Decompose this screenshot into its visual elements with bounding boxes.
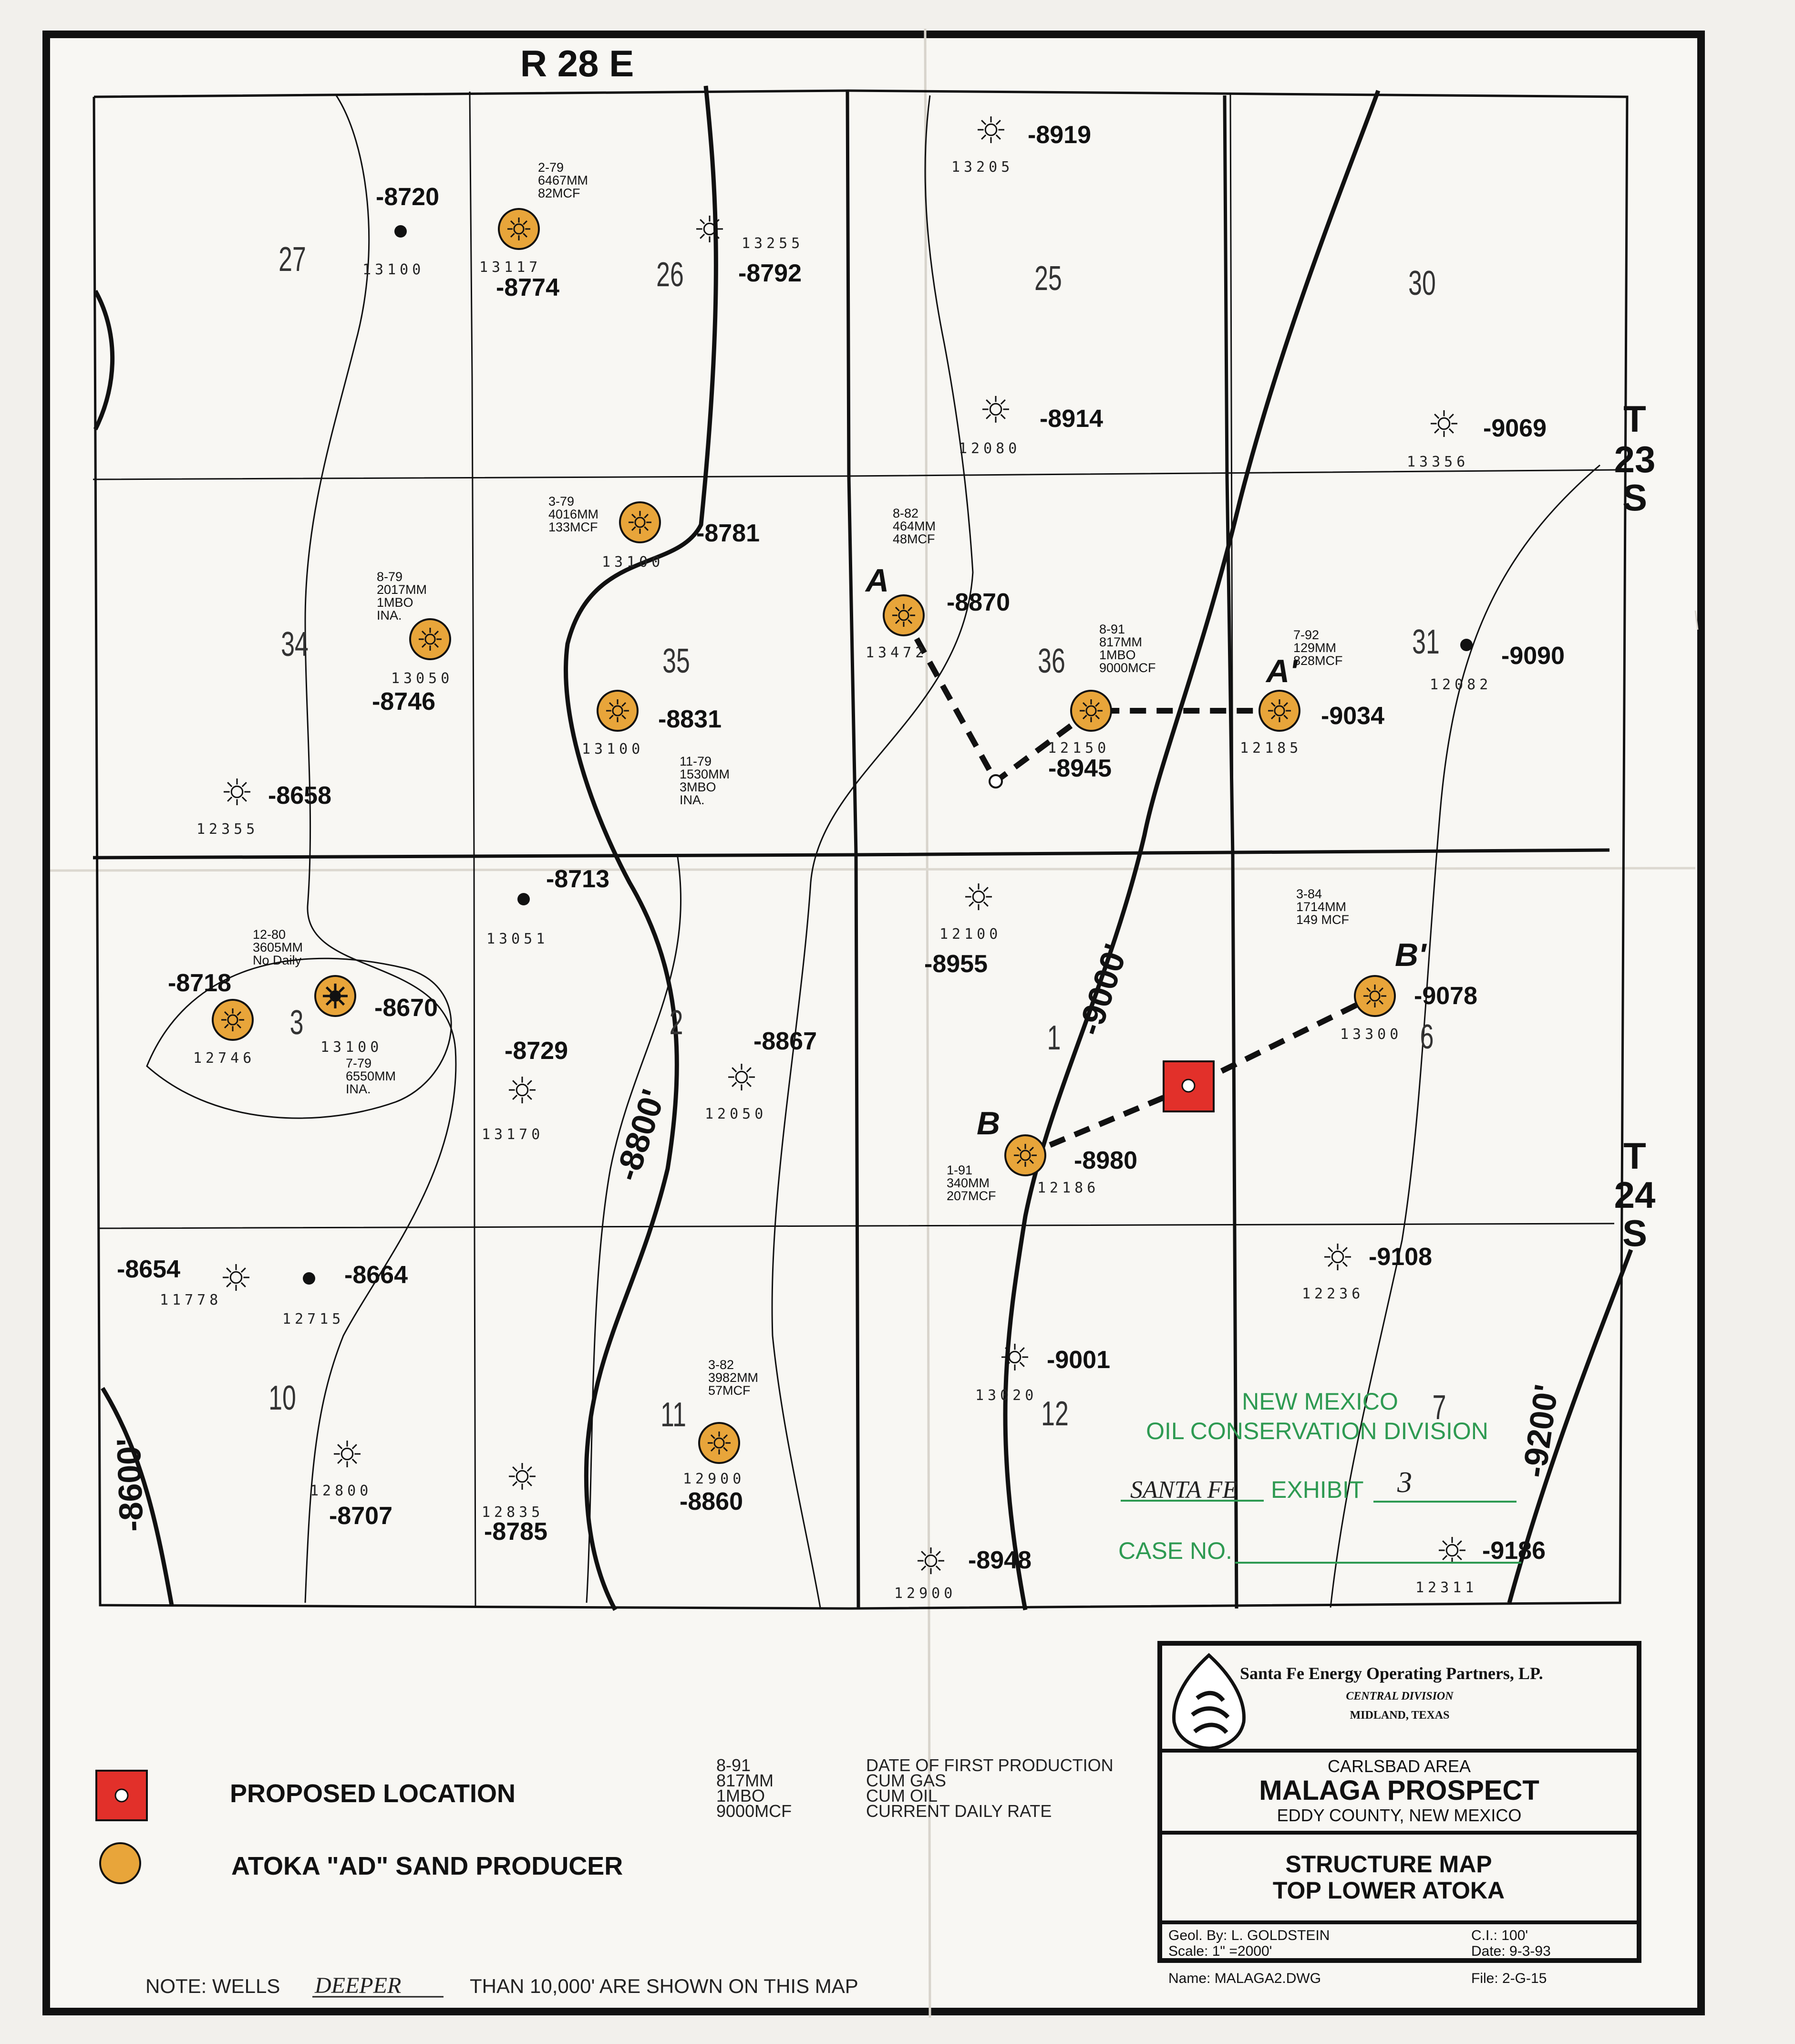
well-depth: -9001 — [1047, 1346, 1110, 1374]
well-depth: -8914 — [1040, 405, 1103, 433]
well-number: 12715 — [282, 1311, 345, 1328]
producer-well-icon — [410, 619, 450, 659]
section-number: 35 — [662, 642, 690, 681]
map-note — [145, 1973, 858, 1998]
legend-producer-label: ATOKA "AD" SAND PRODUCER — [231, 1852, 623, 1880]
legend-producer-swatch — [100, 1843, 140, 1883]
note-handwritten: DEEPER — [315, 1973, 402, 1998]
prospect-name: MALAGA PROSPECT — [1259, 1775, 1539, 1806]
well-production-note: 340MM — [947, 1176, 990, 1190]
well-depth: -8658 — [268, 782, 331, 809]
well-number: 12080 — [959, 440, 1021, 457]
well-number: 12150 — [1048, 740, 1110, 757]
producer-well-icon — [499, 209, 539, 249]
well-number: 13051 — [486, 931, 549, 947]
well-production-note: 6467MM — [538, 173, 588, 187]
well-production-note: 3-79 — [548, 494, 575, 508]
well-production-note: INA. — [346, 1082, 371, 1096]
label-a: A — [866, 562, 889, 599]
label-b-prime: B' — [1395, 937, 1426, 973]
well-depth: -8870 — [947, 589, 1010, 616]
well-depth: -8792 — [738, 259, 802, 287]
well-number: 13356 — [1407, 454, 1469, 470]
well-depth: -9108 — [1369, 1243, 1432, 1271]
well-production-note: 1-91 — [947, 1163, 973, 1177]
section-number: 11 — [660, 1395, 686, 1434]
map-title-1: STRUCTURE MAP — [1285, 1851, 1492, 1878]
producer-well-icon — [620, 502, 660, 542]
well-number: 12050 — [705, 1106, 767, 1122]
section-number: 3 — [289, 1003, 304, 1042]
well-number: 12800 — [310, 1483, 372, 1499]
legend-proposed-label: PROPOSED LOCATION — [230, 1779, 516, 1808]
well-number: 13170 — [482, 1126, 544, 1143]
stamp-line1: NEW MEXICO — [1242, 1388, 1398, 1415]
well-number: 12082 — [1430, 676, 1492, 693]
well-production-note: 133MCF — [548, 520, 598, 534]
well-production-note: 9000MCF — [1099, 661, 1156, 675]
well-production-note: 1MBO — [377, 595, 413, 610]
map-scale: Scale: 1" =2000' — [1168, 1943, 1272, 1959]
well-number: 13472 — [866, 644, 928, 661]
producer-well-icon — [884, 595, 924, 635]
well-depth: -8860 — [680, 1488, 743, 1515]
range-label: R 28 E — [520, 42, 634, 84]
map-date: Date: 9-3-93 — [1471, 1943, 1551, 1959]
well-depth: -8746 — [372, 688, 435, 716]
well-number: 13300 — [1340, 1026, 1403, 1043]
well-dot-icon — [394, 225, 407, 238]
producer-well-icon — [315, 976, 355, 1016]
map-title-2: TOP LOWER ATOKA — [1272, 1877, 1505, 1904]
well-production-note: No Daily — [253, 953, 302, 967]
well-number: 13100 — [320, 1039, 383, 1056]
well-depth: -9186 — [1482, 1537, 1546, 1565]
well-production-note: 12-80 — [253, 927, 286, 942]
section-number: 30 — [1408, 264, 1436, 303]
legend-key-value: 9000MCF — [716, 1801, 792, 1821]
section-number: 27 — [279, 240, 306, 279]
well-production-note: 207MCF — [947, 1189, 996, 1203]
well-depth: -8867 — [753, 1027, 817, 1055]
well-depth: -8713 — [546, 865, 609, 893]
section-number: 1 — [1047, 1018, 1061, 1058]
geologist: Geol. By: L. GOLDSTEIN — [1168, 1928, 1330, 1943]
section-number: 34 — [281, 625, 309, 664]
producer-well-icon — [1005, 1135, 1045, 1175]
well-production-note: 11-79 — [680, 754, 712, 768]
company-city: MIDLAND, TEXAS — [1350, 1709, 1450, 1722]
township-number: 23 — [1614, 438, 1656, 480]
contour-label-8800: -8800' — [608, 1085, 672, 1185]
well-depth: -8774 — [496, 274, 559, 301]
well-depth: -8670 — [374, 994, 438, 1022]
well-depth: -8948 — [968, 1546, 1032, 1574]
well-production-note: 6550MM — [346, 1069, 396, 1083]
legend-proposed-dot — [115, 1789, 128, 1802]
well-depth: -9090 — [1501, 642, 1565, 670]
well-depth: -8720 — [376, 183, 439, 211]
well-production-note: 3MBO — [680, 780, 716, 794]
well-number: 12100 — [939, 926, 1002, 943]
well-number: 13117 — [479, 259, 542, 276]
stamp-case-label: CASE NO. — [1118, 1537, 1232, 1564]
section-number: 31 — [1412, 623, 1440, 662]
legend-key-value: 8-91 — [716, 1755, 751, 1775]
section-number: 2 — [669, 1003, 683, 1042]
well-number: 13205 — [951, 159, 1014, 176]
well-number: 12900 — [894, 1585, 957, 1602]
well-number: 13255 — [742, 235, 804, 252]
contour-label-9000: -9000' — [1071, 939, 1135, 1040]
note-suffix: THAN 10,000' ARE SHOWN ON THIS MAP — [470, 1975, 858, 1997]
producer-well-icon — [1071, 691, 1111, 731]
section-number: 25 — [1034, 259, 1062, 298]
section-number: 7 — [1432, 1388, 1446, 1427]
township-t: T — [1623, 398, 1646, 440]
well-dot-icon — [517, 893, 530, 905]
legend-key-label: CUM GAS — [866, 1771, 947, 1790]
well-production-note: 48MCF — [893, 532, 935, 546]
company-name: Santa Fe Energy Operating Partners, LP. — [1240, 1664, 1543, 1683]
well-production-note: 3982MM — [708, 1370, 759, 1385]
legend-key-value: 1MBO — [716, 1786, 765, 1805]
well-depth: -8785 — [484, 1518, 547, 1546]
well-production-note: 1714MM — [1296, 900, 1347, 914]
label-b: B — [977, 1105, 1001, 1141]
well-production-note: 828MCF — [1293, 654, 1343, 668]
well-depth: -8831 — [658, 706, 722, 733]
well-depth: -8781 — [696, 519, 760, 547]
well-number: 12746 — [193, 1050, 256, 1067]
file-name: Name: MALAGA2.DWG — [1168, 1971, 1321, 1986]
well-production-note: 149 MCF — [1296, 913, 1350, 927]
section-number: 10 — [268, 1379, 296, 1418]
contour-interval: C.I.: 100' — [1471, 1928, 1528, 1943]
township-s: S — [1622, 1212, 1648, 1254]
well-number: 12311 — [1415, 1579, 1478, 1596]
file-number: File: 2-G-15 — [1471, 1971, 1547, 1986]
well-number: 12900 — [683, 1471, 745, 1487]
legend-key-label: DATE OF FIRST PRODUCTION — [866, 1755, 1114, 1775]
well-number: 12355 — [196, 821, 259, 838]
stamp-exhibit-label: EXHIBIT — [1271, 1476, 1364, 1503]
well-production-note: 8-82 — [893, 506, 919, 520]
note-prefix: NOTE: WELLS — [145, 1975, 280, 1997]
well-depth: -9069 — [1483, 415, 1547, 442]
proposed-location-center — [1182, 1079, 1195, 1092]
well-production-note: 8-91 — [1099, 622, 1125, 636]
well-depth: -8654 — [117, 1255, 180, 1283]
well-depth: -8955 — [924, 950, 988, 978]
well-production-note: 1MBO — [1099, 648, 1136, 662]
well-production-note: 464MM — [893, 519, 936, 533]
well-depth: -8718 — [168, 969, 231, 997]
well-depth: -8945 — [1048, 755, 1112, 782]
stamp-line2: OIL CONSERVATION DIVISION — [1146, 1418, 1488, 1444]
well-production-note: 7-79 — [346, 1056, 372, 1070]
well-production-note: 1530MM — [680, 767, 730, 781]
well-number: 13050 — [391, 670, 454, 687]
well-production-note: 8-79 — [377, 570, 403, 584]
section-number: 6 — [1420, 1017, 1434, 1057]
area-name: CARLSBAD AREA — [1327, 1756, 1471, 1776]
well-production-note: 4016MM — [548, 507, 599, 521]
well-production-note: 7-92 — [1293, 628, 1320, 642]
township-number: 24 — [1614, 1174, 1656, 1216]
well-number: 11778 — [160, 1292, 222, 1308]
legend-key-label: CURRENT DAILY RATE — [866, 1801, 1052, 1821]
well-number: 13100 — [582, 741, 644, 757]
producer-well-icon — [1355, 976, 1395, 1016]
well-number: 13100 — [362, 261, 425, 278]
well-number: 13020 — [975, 1387, 1038, 1404]
county-name: EDDY COUNTY, NEW MEXICO — [1277, 1805, 1522, 1825]
section-number: 36 — [1038, 642, 1065, 681]
section-number: 26 — [656, 255, 684, 294]
township-s: S — [1622, 477, 1648, 519]
producer-well-icon — [1259, 691, 1300, 731]
well-number: 13100 — [602, 554, 664, 571]
section-number: 12 — [1041, 1394, 1069, 1433]
label-a-prime: A' — [1266, 653, 1298, 689]
well-production-note: INA. — [680, 793, 705, 807]
well-production-note: 2-79 — [538, 160, 564, 175]
well-number: 12185 — [1240, 740, 1302, 757]
contour-label-9200: -9200' — [1515, 1382, 1566, 1480]
title-block — [1160, 1643, 1639, 1986]
well-depth: -8707 — [329, 1502, 392, 1530]
well-production-note: 817MM — [1099, 635, 1143, 649]
well-depth: -8664 — [344, 1261, 408, 1289]
township-t: T — [1623, 1135, 1646, 1177]
stamp-exhibit-number: 3 — [1397, 1466, 1412, 1499]
well-production-note: 82MCF — [538, 186, 580, 200]
well-depth: -9034 — [1321, 702, 1384, 730]
well-depth: -8919 — [1028, 121, 1091, 149]
stamp-handwritten: SANTA FE — [1130, 1476, 1238, 1504]
contour-label-8600: -8600' — [110, 1437, 150, 1533]
well-number: 12236 — [1302, 1286, 1364, 1302]
well-production-note: 3-84 — [1296, 887, 1322, 901]
well-depth: -8729 — [505, 1037, 568, 1065]
well-number: 12186 — [1037, 1180, 1100, 1196]
well-dot-icon — [1460, 639, 1473, 651]
company-division: CENTRAL DIVISION — [1346, 1690, 1454, 1702]
well-depth: -9078 — [1414, 982, 1477, 1010]
cross-section-vertex — [990, 775, 1002, 788]
well-number: 12835 — [482, 1504, 544, 1521]
producer-well-icon — [213, 1000, 253, 1040]
legend-key-label: CUM OIL — [866, 1786, 938, 1805]
well-production-note: 2017MM — [377, 582, 427, 597]
well-production-note: INA. — [377, 608, 402, 623]
well-production-note: 3-82 — [708, 1358, 734, 1372]
well-depth: -8980 — [1074, 1147, 1137, 1174]
producer-well-icon — [598, 691, 638, 731]
well-production-note: 57MCF — [708, 1383, 751, 1398]
well-production-note: 3605MM — [253, 940, 303, 955]
well-dot-icon — [303, 1272, 315, 1285]
well-production-note: 129MM — [1293, 641, 1337, 655]
producer-well-icon — [699, 1423, 739, 1463]
legend-key-value: 817MM — [716, 1771, 774, 1790]
